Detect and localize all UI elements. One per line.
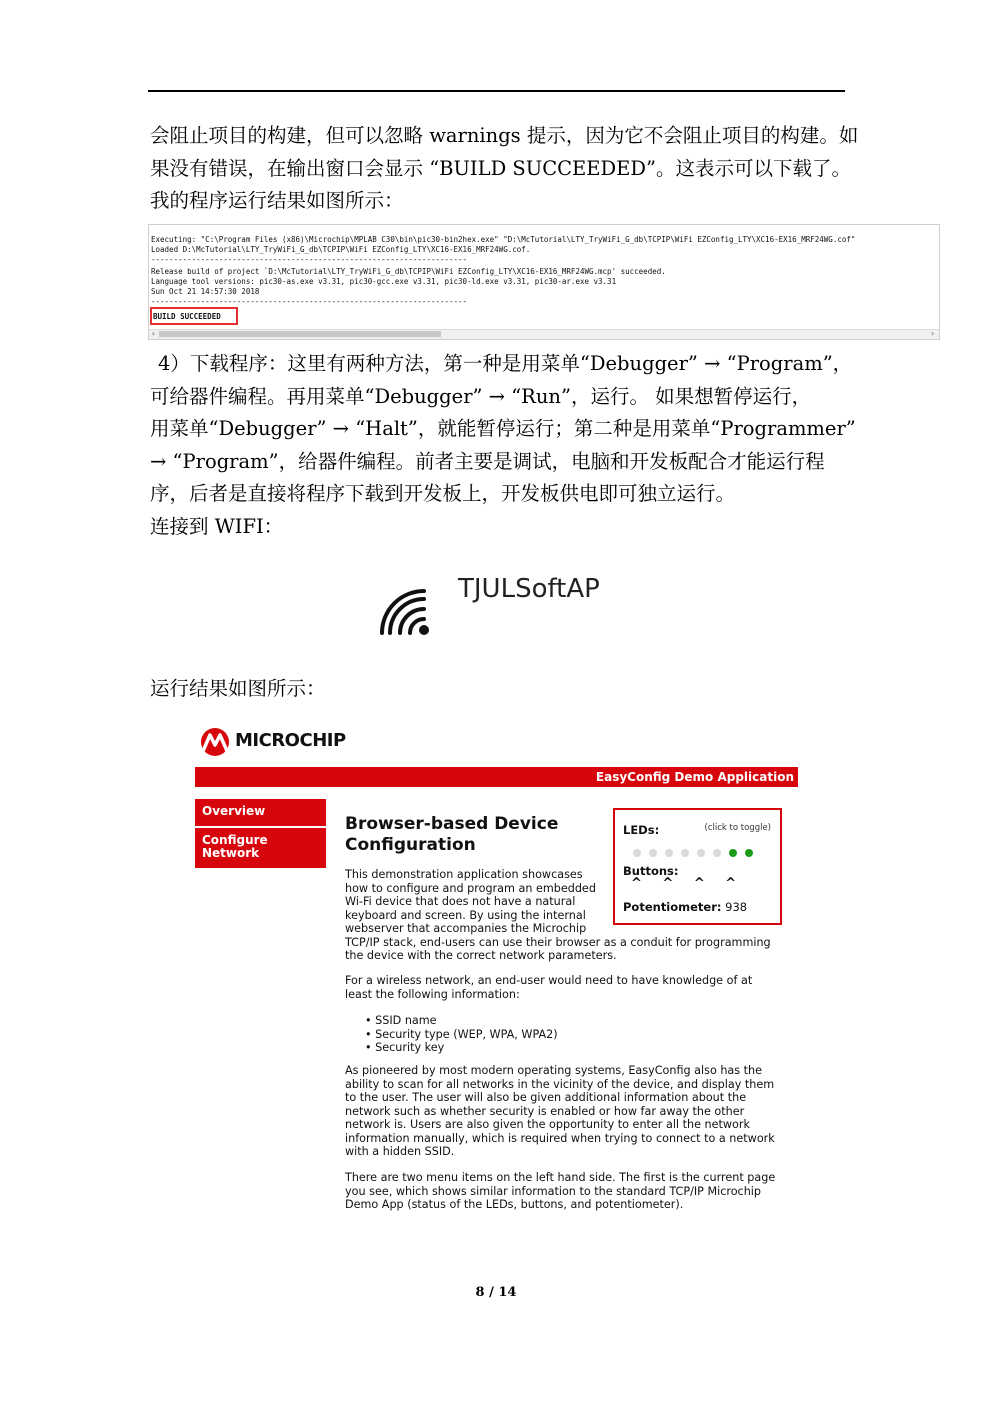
build-succeeded-highlight — [150, 307, 238, 325]
text-line: 运行结果如图所示： — [150, 677, 326, 700]
wifi-signal-icon — [380, 585, 436, 641]
text-line: TCP/IP stack, end-users can use their browser as a conduit for programming — [345, 935, 771, 949]
text-line: keyboard and screen. By using the internal — [345, 908, 586, 922]
toggle-hint: (click to toggle) — [704, 823, 771, 833]
scan-paragraph — [345, 1064, 775, 1159]
text-line: As pioneered by most modern operating systems, EasyConfig also has the — [345, 1064, 763, 1077]
requirements-list — [365, 1014, 558, 1055]
text-line: There are two menu items on the left hand side. The first is the current page — [345, 1171, 776, 1184]
console-line: ---------------------------------------------------------------------- — [151, 255, 468, 264]
text-line: 用菜单“Debugger” → “Halt”，就能暂停运行；第二种是用菜单“Programmer” — [150, 417, 856, 440]
nav-overview[interactable] — [195, 799, 326, 826]
potentiometer-label: Potentiometer: — [623, 900, 722, 914]
microchip-logo-icon — [198, 727, 232, 757]
leds-label: LEDs: — [623, 823, 660, 837]
app-banner-title: EasyConfig Demo Application — [595, 770, 794, 784]
potentiometer-value: 938 — [725, 900, 748, 914]
console-line: Sun Oct 21 14:57:30 2018 — [151, 287, 260, 296]
text-line: webserver that accompanies the Microchip — [345, 922, 587, 935]
led-indicator-7[interactable] — [745, 849, 753, 857]
list-item-text: Security key — [375, 1041, 445, 1054]
app-page-title — [345, 814, 558, 856]
header-rule — [148, 90, 845, 92]
text-line: 我的程序运行结果如图所示： — [150, 189, 404, 212]
text-line: information manually, which is required when trying to connect to a network — [345, 1131, 775, 1145]
led-indicator-5[interactable] — [713, 849, 721, 857]
text-line: Wi-Fi device that does not have a natural — [345, 895, 576, 908]
buttons-label: Buttons: — [623, 864, 679, 878]
easyconfig-demo-screenshot — [193, 722, 799, 1222]
buttons-state: ^ ^ ^ ^ — [631, 876, 745, 891]
text-line: 会阻止项目的构建，但可以忽略 warnings 提示，因为它不会阻止项目的构建。如 — [150, 124, 859, 147]
text-line: ability to scan for all networks in the vicinity of the device, and display them — [345, 1077, 775, 1091]
text-line: Demo App (status of the LEDs, buttons, and potentiometer). — [345, 1198, 684, 1211]
list-item-text: Security type (WEP, WPA, WPA2) — [375, 1027, 558, 1041]
title-line: Browser-based Device — [345, 814, 559, 834]
horizontal-scrollbar[interactable] — [149, 329, 939, 339]
led-indicator-6[interactable] — [729, 849, 737, 857]
text-line: → “Program”，给器件编程。前者主要是调试，电脑和开发板配合才能运行程 — [150, 449, 825, 473]
result-caption — [150, 673, 850, 706]
scroll-right-icon[interactable]: › — [930, 329, 935, 338]
wifi-ssid-label: TJULSoftAP — [458, 574, 600, 604]
console-line: Loaded D:\McTutorial\LTY_TryWiFi_G_db\TCPIP\WiFi EZConfig_LTY\XC16-EX16_MRF24WG.cof. — [151, 245, 531, 254]
led-indicator-2[interactable] — [665, 849, 673, 857]
text-line: This demonstration application showcases — [345, 868, 583, 881]
text-line: For a wireless network, an end-user would need to have knowledge of at — [345, 974, 753, 987]
text-line: with a hidden SSID. — [345, 1145, 455, 1158]
build-status: BUILD SUCCEEDED — [153, 312, 221, 321]
paragraph-download — [150, 348, 856, 543]
page-number: 8 / 14 — [475, 1285, 517, 1300]
console-line: ---------------------------------------------------------------------- — [151, 297, 468, 306]
microchip-logo-text: MICROCHIP — [235, 730, 346, 751]
scroll-left-icon[interactable]: ‹ — [151, 329, 156, 338]
text-line: to the user. The user will also be given additional information about the — [345, 1091, 747, 1104]
list-item: • Security key — [365, 1041, 445, 1054]
text-line: 可给器件编程。再用菜单“Debugger” → “Run”，运行。 如果想暂停运行， — [150, 384, 812, 408]
text-line: 序，后者是直接将程序下载到开发板上，开发板供电即可独立运行。 — [150, 482, 736, 505]
title-line: Configuration — [345, 835, 476, 855]
led-indicator-0[interactable] — [633, 849, 641, 857]
text-line: least the following information: — [345, 987, 520, 1001]
text-line: how to configure and program an embedded — [345, 881, 596, 895]
console-line: Executing: "C:\Program Files (x86)\Microchip\MPLAB C30\bin\pic30-bin2hex.exe" "D:\McTutorial\LTY_TryWiFi_G_db\TCPIP\WiFi EZConfig_LTY\XC16-EX16_MRF24WG.cof" — [151, 235, 856, 244]
menu-paragraph — [345, 1171, 775, 1212]
nav-label: Configure Network — [202, 833, 268, 860]
led-indicator-3[interactable] — [681, 849, 689, 857]
console-line: Language tool versions: pic30-as.exe v3.31, pic30-gcc.exe v3.31, pic30-ld.exe v3.31, pic30-ar.exe v3.31 — [151, 277, 617, 286]
text-line: network is. Users are also given the opportunity to enter all the network — [345, 1118, 750, 1131]
intro-paragraph — [345, 868, 771, 963]
led-indicator-1[interactable] — [649, 849, 657, 857]
led-row — [633, 842, 761, 861]
text-line: you see, which shows similar information to the standard TCP/IP Microchip — [345, 1184, 762, 1198]
text-line: 4）下载程序：这里有两种方法，第一种是用菜单“Debugger” → “Program”， — [158, 352, 853, 375]
text-line: 果没有错误，在输出窗口会显示 “BUILD SUCCEEDED”。这表示可以下载了。 — [150, 156, 851, 180]
wireless-paragraph — [345, 974, 752, 1001]
list-item-text: SSID name — [375, 1014, 437, 1027]
led-indicator-4[interactable] — [697, 849, 705, 857]
text-line: the device with the correct network parameters. — [345, 949, 617, 962]
console-line: Release build of project `D:\McTutorial\LTY_TryWiFi_G_db\TCPIP\WiFi EZConfig_LTY\XC16-EX16_MRF24WG.mcp' succeeded. — [151, 267, 666, 276]
list-item: • SSID name — [365, 1014, 437, 1027]
text-line: network such as whether security is enabled or how far away the other — [345, 1104, 745, 1118]
text-line: 连接到 WIFI： — [150, 514, 284, 538]
build-output-window — [148, 224, 940, 340]
nav-configure-network[interactable] — [195, 828, 326, 868]
app-banner — [195, 767, 798, 787]
paragraph-build-result — [150, 120, 859, 218]
scrollbar-thumb[interactable] — [159, 331, 441, 337]
list-item: • Security type (WEP, WPA, WPA2) — [365, 1027, 558, 1041]
nav-label: Overview — [202, 804, 266, 818]
